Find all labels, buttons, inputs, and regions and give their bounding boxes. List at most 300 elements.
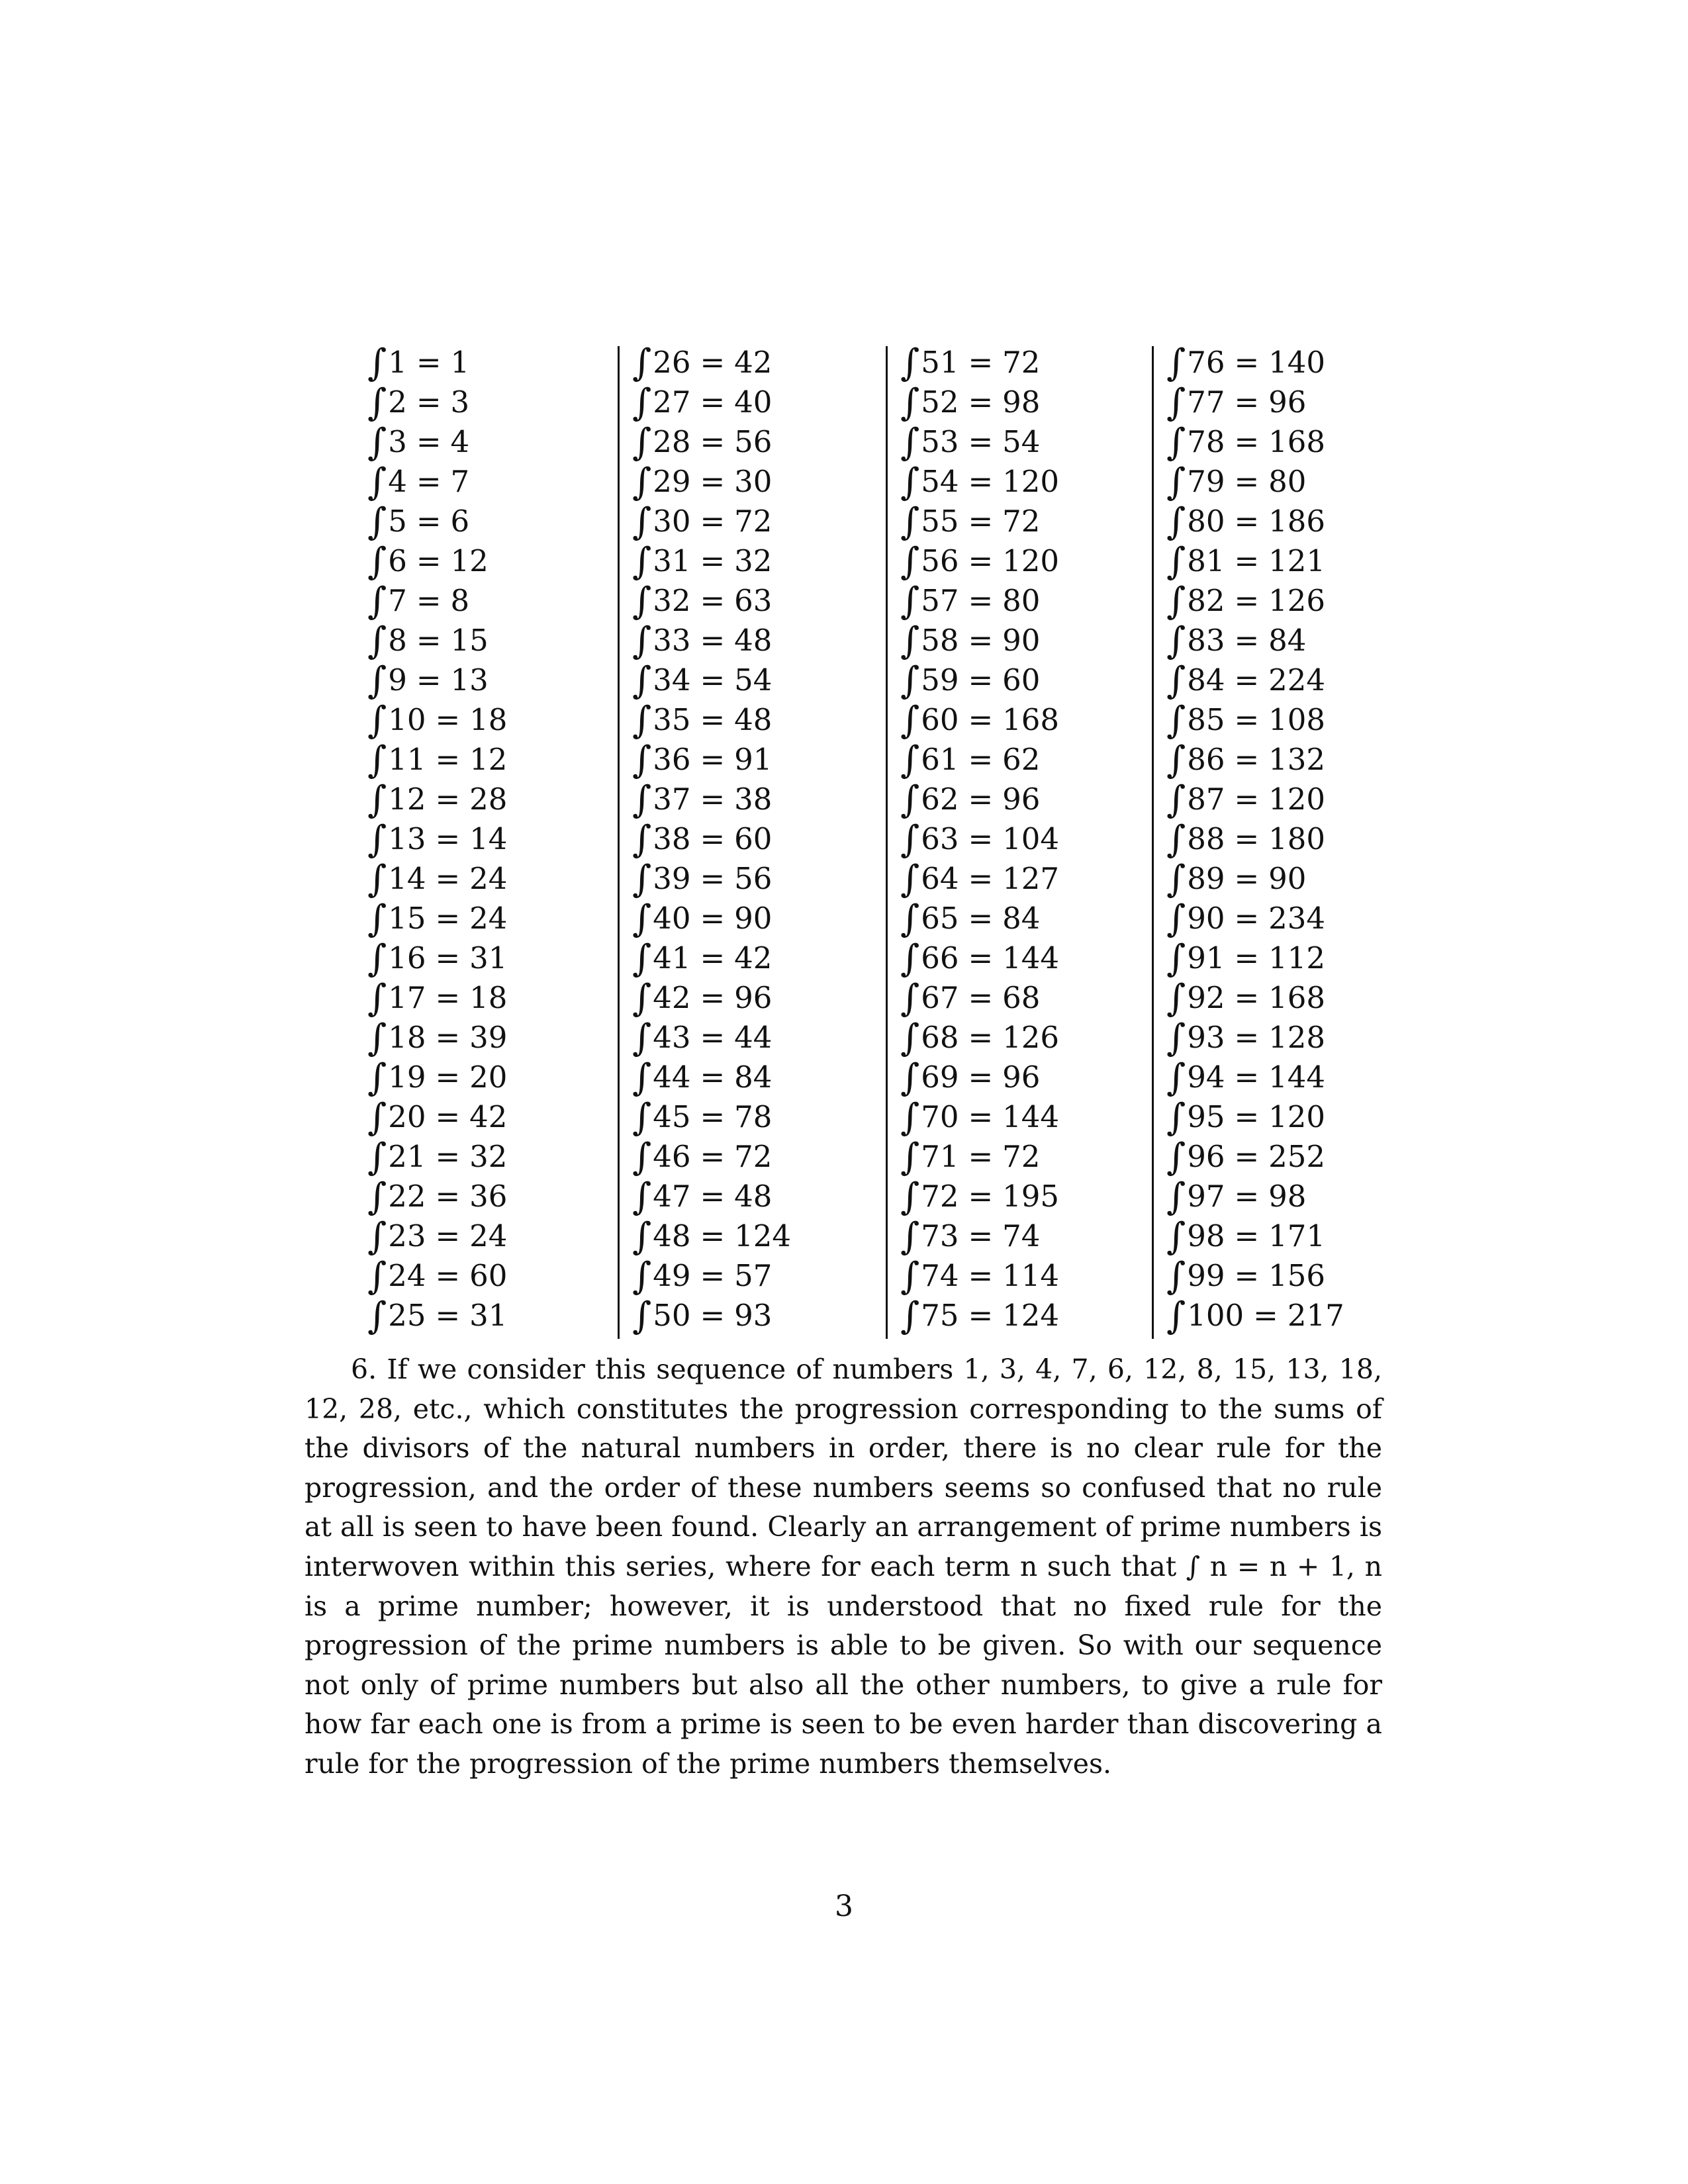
table-row bbox=[900, 857, 1060, 901]
term-index: 20 bbox=[388, 1099, 426, 1134]
table-row bbox=[1166, 817, 1326, 861]
table-row bbox=[1166, 659, 1326, 702]
term-index: 65 bbox=[921, 901, 959, 936]
equals-sign: = bbox=[968, 1099, 994, 1134]
equals-sign: = bbox=[1234, 543, 1260, 578]
equals-sign: = bbox=[968, 861, 994, 896]
integral-sign: ∫ bbox=[632, 699, 652, 742]
equals-sign: = bbox=[1234, 504, 1260, 539]
table-row bbox=[632, 1175, 773, 1218]
integral-sign: ∫ bbox=[367, 778, 387, 821]
term-index: 52 bbox=[921, 385, 959, 420]
term-index: 85 bbox=[1187, 702, 1225, 737]
table-row bbox=[1166, 738, 1326, 782]
divisor-sum-value: 126 bbox=[1268, 583, 1326, 618]
table-row bbox=[900, 1095, 1060, 1139]
table-row bbox=[367, 778, 508, 821]
equals-sign: = bbox=[968, 1258, 994, 1293]
term-index: 82 bbox=[1187, 583, 1225, 618]
term-index: 27 bbox=[653, 385, 691, 420]
table-row bbox=[900, 778, 1041, 821]
equals-sign: = bbox=[700, 504, 726, 539]
divisor-sum-value: 36 bbox=[469, 1179, 508, 1214]
table-row bbox=[1166, 381, 1307, 424]
table-row bbox=[900, 817, 1060, 861]
divisor-sum-value: 54 bbox=[734, 662, 773, 698]
integral-sign: ∫ bbox=[367, 500, 387, 543]
equals-sign: = bbox=[416, 543, 442, 578]
integral-sign: ∫ bbox=[632, 341, 652, 385]
equals-sign: = bbox=[435, 821, 461, 856]
table-row bbox=[900, 381, 1041, 424]
equals-sign: = bbox=[700, 742, 726, 777]
term-index: 59 bbox=[921, 662, 959, 698]
divisor-sum-value: 126 bbox=[1002, 1020, 1060, 1055]
table-row bbox=[1166, 1095, 1326, 1139]
divisor-sum-value: 195 bbox=[1002, 1179, 1060, 1214]
column-separator bbox=[1152, 346, 1154, 1339]
divisor-sum-value: 72 bbox=[1002, 345, 1041, 380]
divisor-sum-value: 128 bbox=[1268, 1020, 1326, 1055]
integral-sign: ∫ bbox=[1166, 977, 1186, 1020]
divisor-sum-value: 132 bbox=[1268, 742, 1326, 777]
integral-sign: ∫ bbox=[367, 858, 387, 901]
divisor-sum-value: 144 bbox=[1268, 1060, 1326, 1095]
divisor-sum-value: 124 bbox=[734, 1218, 792, 1253]
term-index: 58 bbox=[921, 623, 959, 658]
integral-sign: ∫ bbox=[900, 1215, 920, 1258]
integral-sign: ∫ bbox=[367, 1096, 387, 1139]
divisor-sum-value: 4 bbox=[450, 424, 470, 459]
divisor-sum-value: 140 bbox=[1268, 345, 1326, 380]
equals-sign: = bbox=[700, 1218, 726, 1253]
integral-sign: ∫ bbox=[900, 1096, 920, 1139]
integral-sign: ∫ bbox=[367, 1056, 387, 1099]
table-row bbox=[1166, 698, 1326, 742]
integral-sign: ∫ bbox=[1166, 500, 1186, 543]
term-index: 43 bbox=[653, 1020, 691, 1055]
term-index: 95 bbox=[1187, 1099, 1225, 1134]
table-row bbox=[367, 1095, 508, 1139]
table-row bbox=[900, 659, 1041, 702]
integral-sign: ∫ bbox=[632, 1017, 652, 1060]
term-index: 35 bbox=[653, 702, 691, 737]
equals-sign: = bbox=[1234, 583, 1260, 618]
integral-sign: ∫ bbox=[900, 1255, 920, 1298]
table-row bbox=[632, 1056, 773, 1099]
divisor-sum-value: 32 bbox=[734, 543, 773, 578]
equals-sign: = bbox=[435, 1099, 461, 1134]
integral-sign: ∫ bbox=[1166, 739, 1186, 782]
integral-sign: ∫ bbox=[367, 818, 387, 861]
term-index: 78 bbox=[1187, 424, 1225, 459]
integral-sign: ∫ bbox=[900, 1136, 920, 1179]
equals-sign: = bbox=[968, 662, 994, 698]
divisor-sum-value: 121 bbox=[1268, 543, 1326, 578]
table-row bbox=[367, 420, 470, 464]
divisor-sum-value: 96 bbox=[1002, 782, 1041, 817]
table-row bbox=[632, 1254, 773, 1298]
term-index: 42 bbox=[653, 980, 691, 1015]
equals-sign: = bbox=[416, 464, 442, 499]
term-index: 14 bbox=[388, 861, 426, 896]
integral-sign: ∫ bbox=[900, 699, 920, 742]
integral-sign: ∫ bbox=[632, 619, 652, 662]
integral-sign: ∫ bbox=[367, 699, 387, 742]
equals-sign: = bbox=[1234, 980, 1260, 1015]
divisor-sum-value: 112 bbox=[1268, 940, 1326, 976]
equals-sign: = bbox=[435, 742, 461, 777]
integral-sign: ∫ bbox=[367, 739, 387, 782]
term-index: 63 bbox=[921, 821, 959, 856]
equals-sign: = bbox=[1234, 901, 1260, 936]
equals-sign: = bbox=[1234, 1060, 1260, 1095]
equals-sign: = bbox=[700, 1258, 726, 1293]
table-row bbox=[632, 817, 773, 861]
equals-sign: = bbox=[968, 464, 994, 499]
equals-sign: = bbox=[968, 1020, 994, 1055]
table-row bbox=[1166, 1294, 1344, 1338]
term-index: 19 bbox=[388, 1060, 426, 1095]
divisor-sum-value: 28 bbox=[469, 782, 508, 817]
equals-sign: = bbox=[968, 504, 994, 539]
equals-sign: = bbox=[416, 385, 442, 420]
integral-sign: ∫ bbox=[632, 381, 652, 424]
term-index: 3 bbox=[388, 424, 407, 459]
equals-sign: = bbox=[435, 1258, 461, 1293]
integral-sign: ∫ bbox=[367, 659, 387, 702]
equals-sign: = bbox=[1234, 742, 1260, 777]
term-index: 33 bbox=[653, 623, 691, 658]
divisor-sum-value: 104 bbox=[1002, 821, 1060, 856]
equals-sign: = bbox=[1234, 702, 1260, 737]
integral-sign: ∫ bbox=[367, 1136, 387, 1179]
divisor-sum-value: 38 bbox=[734, 782, 773, 817]
term-index: 25 bbox=[388, 1298, 426, 1333]
table-row bbox=[632, 698, 773, 742]
term-index: 64 bbox=[921, 861, 959, 896]
integral-sign: ∫ bbox=[1166, 1096, 1186, 1139]
integral-sign: ∫ bbox=[367, 897, 387, 940]
table-row bbox=[632, 976, 773, 1020]
equals-sign: = bbox=[435, 1060, 461, 1095]
divisor-sum-value: 24 bbox=[469, 861, 508, 896]
equals-sign: = bbox=[700, 464, 726, 499]
divisor-sum-value: 12 bbox=[469, 742, 508, 777]
divisor-sum-value: 90 bbox=[734, 901, 773, 936]
table-row bbox=[632, 1294, 773, 1338]
table-row bbox=[367, 936, 508, 980]
divisor-sum-table bbox=[367, 341, 1344, 1340]
equals-sign: = bbox=[700, 424, 726, 459]
integral-sign: ∫ bbox=[632, 778, 652, 821]
integral-sign: ∫ bbox=[632, 897, 652, 940]
term-index: 9 bbox=[388, 662, 407, 698]
divisor-sum-value: 56 bbox=[734, 861, 773, 896]
integral-sign: ∫ bbox=[1166, 699, 1186, 742]
term-index: 50 bbox=[653, 1298, 691, 1333]
equals-sign: = bbox=[416, 662, 442, 698]
term-index: 81 bbox=[1187, 543, 1225, 578]
table-row bbox=[632, 778, 773, 821]
integral-sign: ∫ bbox=[632, 1295, 652, 1338]
table-row bbox=[900, 420, 1041, 464]
term-index: 7 bbox=[388, 583, 407, 618]
integral-sign: ∫ bbox=[900, 421, 920, 464]
table-row bbox=[1166, 1175, 1307, 1218]
divisor-sum-value: 84 bbox=[1002, 901, 1041, 936]
term-index: 29 bbox=[653, 464, 691, 499]
integral-sign: ∫ bbox=[632, 1215, 652, 1258]
equals-sign: = bbox=[968, 1139, 994, 1174]
integral-sign: ∫ bbox=[1166, 619, 1186, 662]
divisor-sum-value: 124 bbox=[1002, 1298, 1060, 1333]
equals-sign: = bbox=[700, 821, 726, 856]
integral-sign: ∫ bbox=[632, 580, 652, 623]
equals-sign: = bbox=[1234, 940, 1260, 976]
divisor-sum-value: 74 bbox=[1002, 1218, 1041, 1253]
integral-sign: ∫ bbox=[632, 461, 652, 504]
equals-sign: = bbox=[435, 940, 461, 976]
divisor-sum-value: 168 bbox=[1268, 980, 1326, 1015]
term-index: 96 bbox=[1187, 1139, 1225, 1174]
divisor-sum-value: 217 bbox=[1287, 1298, 1344, 1333]
integral-sign: ∫ bbox=[1166, 1056, 1186, 1099]
equals-sign: = bbox=[416, 424, 442, 459]
table-row bbox=[367, 1254, 508, 1298]
term-index: 69 bbox=[921, 1060, 959, 1095]
integral-sign: ∫ bbox=[367, 381, 387, 424]
term-index: 99 bbox=[1187, 1258, 1225, 1293]
table-row bbox=[1166, 341, 1326, 385]
term-index: 4 bbox=[388, 464, 407, 499]
integral-sign: ∫ bbox=[632, 937, 652, 980]
divisor-sum-value: 144 bbox=[1002, 940, 1060, 976]
term-index: 94 bbox=[1187, 1060, 1225, 1095]
divisor-sum-value: 120 bbox=[1268, 1099, 1326, 1134]
equals-sign: = bbox=[1234, 1099, 1260, 1134]
divisor-sum-value: 48 bbox=[734, 623, 773, 658]
divisor-sum-value: 31 bbox=[469, 940, 508, 976]
term-index: 74 bbox=[921, 1258, 959, 1293]
column-separator bbox=[618, 346, 620, 1339]
table-row bbox=[900, 460, 1060, 504]
divisor-sum-value: 1 bbox=[450, 345, 470, 380]
divisor-sum-value: 156 bbox=[1268, 1258, 1326, 1293]
divisor-sum-value: 144 bbox=[1002, 1099, 1060, 1134]
table-row bbox=[632, 341, 773, 385]
integral-sign: ∫ bbox=[367, 1295, 387, 1338]
term-index: 71 bbox=[921, 1139, 959, 1174]
term-index: 21 bbox=[388, 1139, 426, 1174]
divisor-sum-value: 44 bbox=[734, 1020, 773, 1055]
divisor-sum-value: 252 bbox=[1268, 1139, 1326, 1174]
integral-sign: ∫ bbox=[1166, 1017, 1186, 1060]
table-row bbox=[1166, 857, 1307, 901]
divisor-sum-value: 78 bbox=[734, 1099, 773, 1134]
divisor-sum-value: 42 bbox=[734, 940, 773, 976]
integral-sign: ∫ bbox=[1166, 818, 1186, 861]
divisor-sum-value: 90 bbox=[1268, 861, 1307, 896]
divisor-sum-value: 60 bbox=[734, 821, 773, 856]
term-index: 46 bbox=[653, 1139, 691, 1174]
equals-sign: = bbox=[700, 1060, 726, 1095]
equals-sign: = bbox=[1234, 623, 1260, 658]
term-index: 56 bbox=[921, 543, 959, 578]
divisor-sum-value: 84 bbox=[1268, 623, 1307, 658]
equals-sign: = bbox=[416, 345, 442, 380]
integral-sign: ∫ bbox=[900, 858, 920, 901]
table-row bbox=[367, 1214, 508, 1258]
table-row bbox=[367, 1135, 508, 1179]
equals-sign: = bbox=[700, 980, 726, 1015]
equals-sign: = bbox=[700, 1099, 726, 1134]
table-row bbox=[367, 1175, 508, 1218]
integral-sign: ∫ bbox=[1166, 1295, 1186, 1338]
integral-sign: ∫ bbox=[1166, 858, 1186, 901]
table-row bbox=[900, 1214, 1041, 1258]
term-index: 36 bbox=[653, 742, 691, 777]
integral-sign: ∫ bbox=[900, 818, 920, 861]
equals-sign: = bbox=[1234, 861, 1260, 896]
divisor-sum-value: 3 bbox=[450, 385, 470, 420]
term-index: 13 bbox=[388, 821, 426, 856]
divisor-sum-value: 48 bbox=[734, 702, 773, 737]
term-index: 47 bbox=[653, 1179, 691, 1214]
equals-sign: = bbox=[700, 1139, 726, 1174]
table-row bbox=[1166, 420, 1326, 464]
equals-sign: = bbox=[968, 424, 994, 459]
table-row bbox=[367, 460, 470, 504]
table-row bbox=[367, 659, 489, 702]
divisor-sum-value: 42 bbox=[734, 345, 773, 380]
integral-sign: ∫ bbox=[900, 1295, 920, 1338]
divisor-sum-value: 80 bbox=[1002, 583, 1041, 618]
term-index: 39 bbox=[653, 861, 691, 896]
term-index: 88 bbox=[1187, 821, 1225, 856]
term-index: 17 bbox=[388, 980, 426, 1015]
integral-sign: ∫ bbox=[632, 858, 652, 901]
term-index: 57 bbox=[921, 583, 959, 618]
divisor-sum-value: 96 bbox=[734, 980, 773, 1015]
integral-sign: ∫ bbox=[900, 1017, 920, 1060]
table-row bbox=[632, 460, 773, 504]
equals-sign: = bbox=[435, 702, 461, 737]
equals-sign: = bbox=[435, 1179, 461, 1214]
equals-sign: = bbox=[1234, 821, 1260, 856]
integral-sign: ∫ bbox=[367, 1215, 387, 1258]
table-row bbox=[367, 1016, 508, 1060]
term-index: 89 bbox=[1187, 861, 1225, 896]
term-index: 80 bbox=[1187, 504, 1225, 539]
integral-sign: ∫ bbox=[900, 937, 920, 980]
integral-sign: ∫ bbox=[900, 341, 920, 385]
term-index: 66 bbox=[921, 940, 959, 976]
integral-sign: ∫ bbox=[632, 1096, 652, 1139]
divisor-sum-value: 98 bbox=[1268, 1179, 1307, 1214]
term-index: 8 bbox=[388, 623, 407, 658]
term-index: 16 bbox=[388, 940, 426, 976]
term-index: 51 bbox=[921, 345, 959, 380]
equals-sign: = bbox=[1234, 1179, 1260, 1214]
equals-sign: = bbox=[1234, 782, 1260, 817]
table-row bbox=[1166, 1056, 1326, 1099]
divisor-sum-value: 72 bbox=[1002, 1139, 1041, 1174]
term-index: 6 bbox=[388, 543, 407, 578]
equals-sign: = bbox=[1234, 1139, 1260, 1174]
divisor-sum-value: 54 bbox=[1002, 424, 1041, 459]
table-row bbox=[900, 936, 1060, 980]
divisor-sum-value: 60 bbox=[1002, 662, 1041, 698]
equals-sign: = bbox=[700, 940, 726, 976]
term-index: 26 bbox=[653, 345, 691, 380]
equals-sign: = bbox=[968, 623, 994, 658]
equals-sign: = bbox=[700, 702, 726, 737]
equals-sign: = bbox=[435, 901, 461, 936]
table-row bbox=[1166, 936, 1326, 980]
equals-sign: = bbox=[700, 1298, 726, 1333]
table-row bbox=[900, 1135, 1041, 1179]
divisor-sum-value: 60 bbox=[469, 1258, 508, 1293]
term-index: 18 bbox=[388, 1020, 426, 1055]
table-row bbox=[632, 420, 773, 464]
equals-sign: = bbox=[416, 623, 442, 658]
term-index: 93 bbox=[1187, 1020, 1225, 1055]
table-row bbox=[632, 1095, 773, 1139]
equals-sign: = bbox=[1253, 1298, 1278, 1333]
integral-sign: ∫ bbox=[1166, 421, 1186, 464]
integral-sign: ∫ bbox=[1166, 540, 1186, 583]
equals-sign: = bbox=[1234, 345, 1260, 380]
integral-sign: ∫ bbox=[1166, 341, 1186, 385]
divisor-sum-value: 20 bbox=[469, 1060, 508, 1095]
table-row bbox=[367, 1056, 508, 1099]
term-index: 11 bbox=[388, 742, 426, 777]
divisor-sum-value: 108 bbox=[1268, 702, 1326, 737]
integral-sign: ∫ bbox=[632, 500, 652, 543]
table-row bbox=[632, 579, 773, 623]
table-row bbox=[367, 738, 508, 782]
divisor-sum-value: 234 bbox=[1268, 901, 1326, 936]
equals-sign: = bbox=[700, 901, 726, 936]
equals-sign: = bbox=[435, 1139, 461, 1174]
equals-sign: = bbox=[968, 980, 994, 1015]
divisor-sum-value: 68 bbox=[1002, 980, 1041, 1015]
term-index: 68 bbox=[921, 1020, 959, 1055]
table-row bbox=[900, 341, 1041, 385]
equals-sign: = bbox=[968, 1060, 994, 1095]
table-row bbox=[367, 579, 470, 623]
integral-sign: ∫ bbox=[367, 461, 387, 504]
term-index: 100 bbox=[1187, 1298, 1244, 1333]
integral-sign: ∫ bbox=[367, 977, 387, 1020]
integral-sign: ∫ bbox=[900, 500, 920, 543]
table-row bbox=[367, 341, 470, 385]
table-row bbox=[632, 1016, 773, 1060]
integral-sign: ∫ bbox=[1166, 381, 1186, 424]
term-index: 15 bbox=[388, 901, 426, 936]
divisor-sum-value: 93 bbox=[734, 1298, 773, 1333]
table-row bbox=[900, 976, 1041, 1020]
term-index: 61 bbox=[921, 742, 959, 777]
equals-sign: = bbox=[1234, 1258, 1260, 1293]
divisor-sum-value: 18 bbox=[469, 980, 508, 1015]
table-row bbox=[900, 1294, 1060, 1338]
term-index: 92 bbox=[1187, 980, 1225, 1015]
term-index: 60 bbox=[921, 702, 959, 737]
divisor-sum-value: 13 bbox=[450, 662, 489, 698]
body-paragraph bbox=[305, 1350, 1382, 1784]
